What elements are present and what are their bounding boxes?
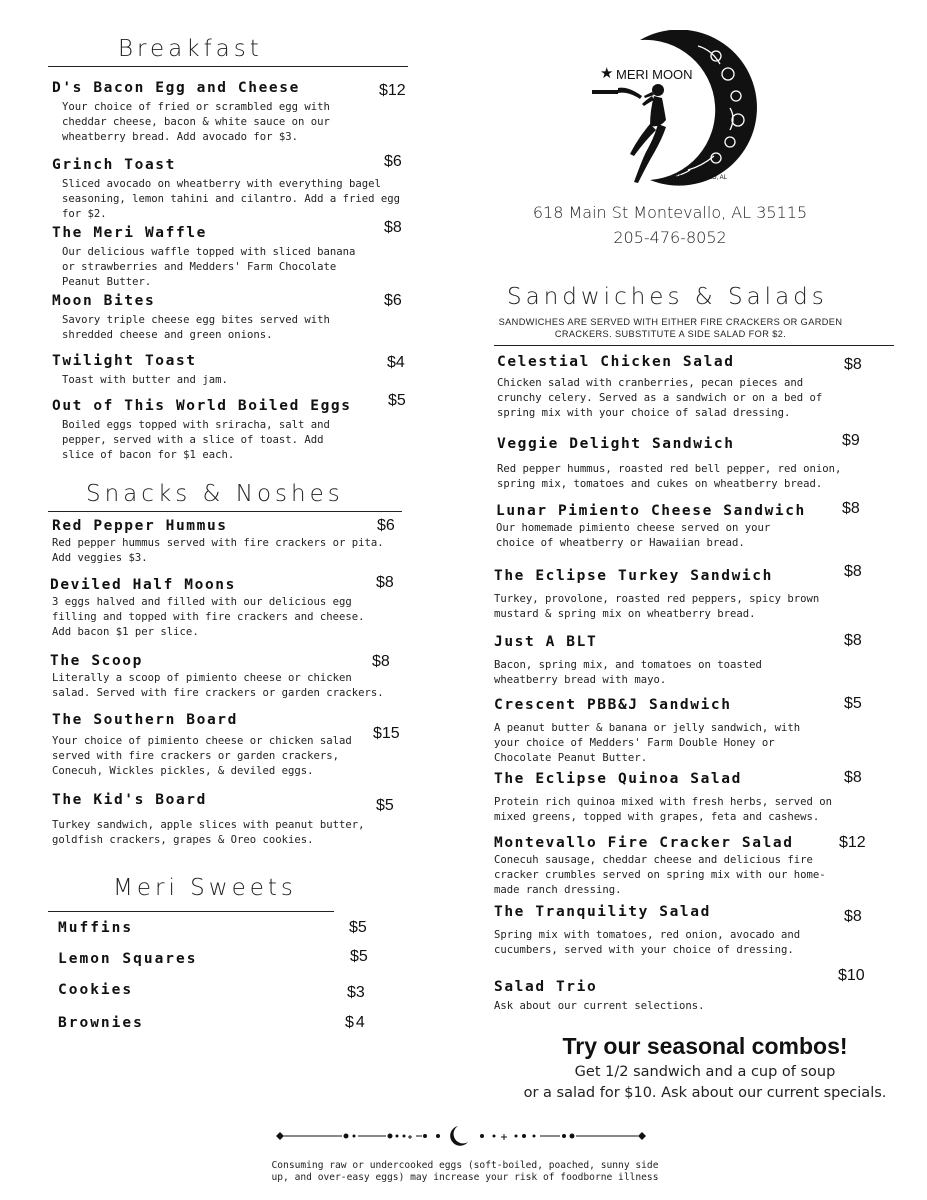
item-name: Moon Bites [52,293,156,309]
item-price: $15 [373,725,400,742]
item-desc: 3 eggs halved and filled with our delicious egg filling and topped with fire crackers and cheese. Add bacon $1 per slice. [52,596,365,638]
combos-title: Try our seasonal combos! [562,1033,848,1059]
item-desc: Conecuh sausage, cheddar cheese and delicious fire cracker crumbles served on spring mix with our home-made ranch dressing. [494,854,826,896]
item-name: Montevallo Fire Cracker Salad [494,835,794,851]
item-desc: Our homemade pimiento cheese served on your choice of wheatberry or Hawaiian bread. [496,522,771,549]
item-name: Red Pepper Hummus [52,518,228,534]
item-price: $6 [384,292,402,309]
sandwiches-rule [494,345,894,346]
item-price: $8 [844,356,862,373]
item-desc: Your choice of pimiento cheese or chicken salad served with fire crackers or garden crackers, Conecuh, Wickles pickles, & deviled eggs. [52,735,352,777]
menu-item-crescent-pbbj [494,697,814,766]
sandwiches-title: Sandwiches & Salads [507,284,828,310]
item-name: The Southern Board [52,712,238,728]
item-name: Out of This World Boiled Eggs [52,398,352,414]
item-price: $5 [844,695,862,712]
menu-item-salad-trio [494,979,794,1014]
menu-item-celestial-chicken [497,354,842,421]
item-name: Twilight Toast [52,353,197,369]
item-price: $4 [387,354,405,371]
item-price: $8 [384,219,402,236]
item-name: Salad Trio [494,979,598,995]
menu-item-grinch-toast [52,157,404,222]
item-desc: Red pepper hummus served with fire crackers or pita. Add veggies $3. [52,537,384,564]
menu-item-moon-bites [52,293,362,343]
item-desc: Our delicious waffle topped with sliced banana or strawberries and Medders' Farm Chocolate Peanut Butter. [62,246,356,288]
item-name: The Kid's Board [52,792,207,808]
item-name: Crescent PBB&J Sandwich [494,697,732,713]
sweet-item-lemon-squares: Lemon Squares [58,951,198,967]
item-price: $5 [388,392,406,409]
phone-number: 205-476-8052 [613,228,727,247]
item-desc: A peanut butter & banana or jelly sandwich, with your choice of Medders' Farm Double Honey or Chocolate Peanut Butter. [494,722,801,764]
item-price: $8 [844,769,862,786]
menu-item-tranquility-salad [494,904,824,958]
item-desc: Spring mix with tomatoes, red onion, avocado and cucumbers, served with your choice of dressing. [494,929,801,956]
snacks-rule [48,511,402,512]
item-price: $6 [384,153,402,170]
menu-item-southern-board [52,712,372,779]
footer-line-2: up, and over-easy eggs) may increase your risk of foodborne illness [271,1172,659,1183]
menu-item-bacon-egg-cheese [52,80,372,145]
item-desc: Bacon, spring mix, and tomatoes on toasted wheatberry bread with mayo. [494,659,762,686]
footer-line-1: Consuming raw or undercooked eggs (soft-boiled, poached, sunny side [271,1160,659,1171]
item-price: $8 [376,574,394,591]
item-name: The Tranquility Salad [494,904,711,920]
menu-item-kids-board [52,792,382,848]
sweets-title: Meri Sweets [113,875,297,901]
item-price: $5 [376,797,394,814]
menu-item-just-a-blt [494,634,794,688]
item-price: $12 [379,82,406,99]
menu-item-eclipse-quinoa [494,771,839,825]
menu-item-twilight-toast [52,353,372,388]
footer-disclaimer [160,1160,770,1184]
item-name: Just A BLT [494,634,598,650]
item-desc: Your choice of fried or scrambled egg with cheddar cheese, bacon & white sauce on our wheatberry bread. Add avocado for $3. [62,101,330,143]
item-desc: Boiled eggs topped with sriracha, salt and pepper, served with a slice of toast. Add slice of bacon for $1 each. [62,419,330,461]
menu-item-red-pepper-hummus [52,518,392,566]
item-desc: Literally a scoop of pimiento cheese or chicken salad. Served with fire crackers or garden crackers. [52,672,384,699]
menu-item-meri-waffle [52,225,372,290]
item-price: $8 [842,500,860,517]
moon-logo-graphic [588,30,763,190]
menu-item-fire-cracker-salad [494,835,829,898]
sweet-item-cookies: Cookies [58,982,134,998]
item-name: Veggie Delight Sandwich [497,436,735,452]
item-desc: Sliced avocado on wheatberry with everything bagel seasoning, lemon tahini and cilantro. Add a fried egg for $2. [62,178,401,220]
item-desc: Savory triple cheese egg bites served with shredded cheese and green onions. [62,314,330,341]
logo-city: MONTEVALLO, AL [676,175,727,181]
item-price: $12 [839,834,866,851]
address: 618 Main St Montevallo, AL 35115 [532,203,808,222]
svg-text:★: ★ [600,65,614,82]
item-price: $10 [838,967,865,984]
item-desc: Ask about our current selections. [494,1000,705,1012]
item-name: Grinch Toast [52,157,176,173]
item-price: $8 [844,563,862,580]
breakfast-rule [48,66,408,67]
menu-item-deviled-half-moons [50,577,390,640]
menu-item-lunar-pimiento [496,503,841,551]
snacks-title: Snacks & Noshes [86,481,344,507]
item-price: $6 [377,517,395,534]
menu-item-eclipse-turkey [494,568,839,622]
item-desc: Toast with butter and jam. [62,374,228,386]
sweet-price: $4 [345,1014,367,1031]
sandwiches-note: SANDWICHES ARE SERVED WITH EITHER FIRE CRACKERS OR GARDEN CRACKERS. SUBSTITUTE A SIDE SALAD FOR $2. [498,317,843,339]
logo-name: MERI MOON [616,67,693,82]
item-price: $8 [372,653,390,670]
item-name: Deviled Half Moons [50,577,236,593]
item-price: $8 [844,908,862,925]
item-desc: Protein rich quinoa mixed with fresh herbs, served on mixed greens, topped with grapes, feta and cashews. [494,796,833,823]
combos-line-2: or a salad for $10. Ask about our current specials. [523,1085,887,1101]
combos-line-1: Get 1/2 sandwich and a cup of soup [574,1064,836,1080]
menu-item-boiled-eggs [52,398,382,463]
item-name: Lunar Pimiento Cheese Sandwich [496,503,806,519]
item-price: $9 [842,432,860,449]
item-desc: Chicken salad with cranberries, pecan pieces and crunchy celery. Served as a sandwich or on a bed of spring mix with your choice of salad dressing. [497,377,823,419]
sweet-item-brownies: Brownies [58,1015,144,1031]
item-desc: Turkey, provolone, roasted red peppers, spicy brown mustard & spring mix on wheatberry bread. [494,593,820,620]
sweet-price: $5 [350,948,368,965]
item-price: $8 [844,632,862,649]
item-desc: Red pepper hummus, roasted red bell pepper, red onion, spring mix, tomatoes and cukes on wheatberry bread. [497,463,842,490]
item-name: The Eclipse Quinoa Salad [494,771,742,787]
sweet-item-muffins: Muffins [58,920,134,936]
breakfast-title: Breakfast [118,36,263,62]
item-name: The Eclipse Turkey Sandwich [494,568,773,584]
item-name: The Meri Waffle [52,225,207,241]
meri-moon-logo [588,30,763,190]
menu-item-veggie-delight [497,436,852,492]
sweet-price: $5 [349,919,367,936]
item-desc: Turkey sandwich, apple slices with peanut butter, goldfish crackers, grapes & Oreo cookies. [52,819,365,846]
menu-item-the-scoop [50,653,390,701]
moon-divider [272,1124,652,1148]
item-name: The Scoop [50,653,143,669]
sweet-price: $3 [347,984,365,1001]
item-name: D's Bacon Egg and Cheese [52,80,300,96]
sweets-rule [48,911,334,912]
item-name: Celestial Chicken Salad [497,354,735,370]
